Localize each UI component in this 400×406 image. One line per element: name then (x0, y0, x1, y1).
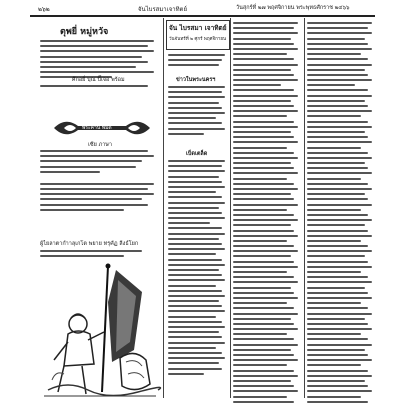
column-two-intro-text (168, 54, 228, 70)
column-two-body-top (168, 86, 228, 138)
column-two-body-bottom (168, 160, 228, 378)
ornament-banner (52, 120, 152, 136)
column-one-middle-text (40, 150, 160, 214)
column-two-subhead: เบ็ดเตล็ด (186, 151, 208, 157)
column-divider-1 (163, 18, 164, 398)
illustration-caption: ผู้ไยลาตากำาลุเกโต พยาย ทรุคัฏ ลีงธ์โยก (40, 241, 139, 247)
masthead-title: จัน ไบรสมา เจาทิตย์ (169, 24, 227, 32)
date-line: วันสุกร์ที่ ๒๗ พฤศจิกายน พระพุทธศักราช ๒๔๖๖ (236, 5, 350, 11)
column-divider-2 (230, 18, 231, 398)
column-one-section-label: เซีย ภาษา (88, 142, 113, 148)
page-number: ๒๖๒ (38, 6, 50, 13)
column-three-text (233, 22, 301, 406)
masthead-box (166, 20, 230, 50)
masthead-subtitle: วันจันทร์ที่ ๒ ศุกร์ พฤศจิกายน (169, 37, 227, 42)
column-one-footer-line: ศึกอยี่ บฺณ ปี๊เจอ พร้อม (72, 77, 125, 83)
column-one-byline (40, 85, 160, 90)
publication-name: จันไบรสมาเจาทิตย์ (138, 6, 187, 13)
illustration (38, 262, 162, 398)
ornament-banner-label: พระคาน พมด (82, 125, 112, 131)
column-one-title: ตุพยี่ หมู่หวัจ (60, 27, 109, 37)
column-two-section-head: ข่าวในพระนครฯ (176, 77, 216, 83)
column-divider-3 (304, 18, 305, 398)
illustration-caption-text (40, 250, 160, 260)
header-rule (30, 15, 375, 17)
column-four-text (307, 22, 375, 406)
